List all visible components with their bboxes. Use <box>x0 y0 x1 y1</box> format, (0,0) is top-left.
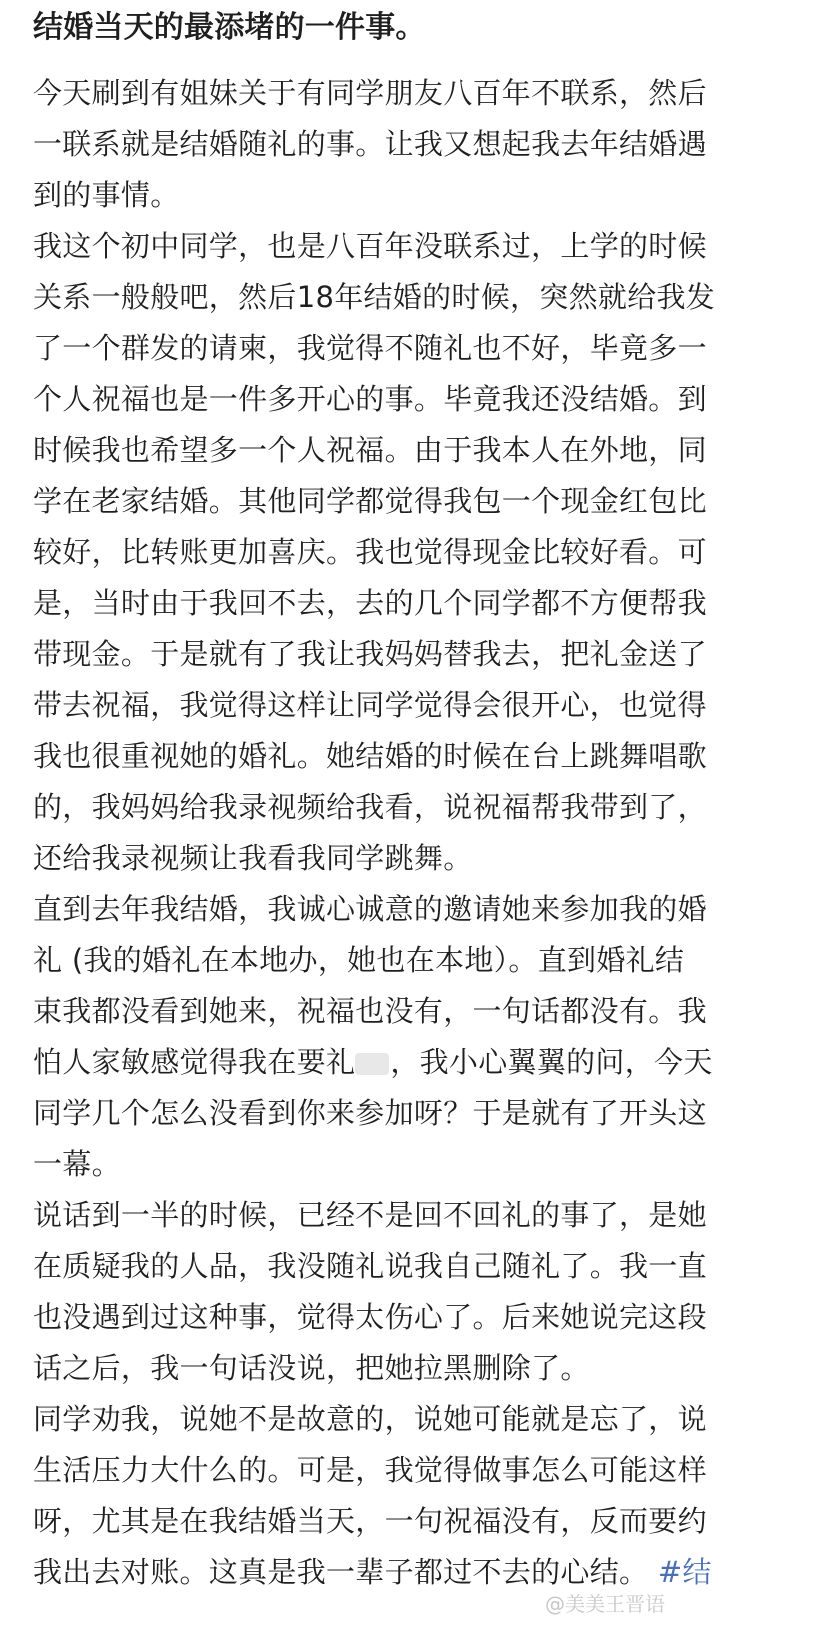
paragraph-5 <box>33 1394 796 1598</box>
text-line: 较好，比转账更加喜庆。我也觉得现金比较好看。可 <box>33 535 707 569</box>
watermark-text: @美美王晋语 <box>545 1592 665 1616</box>
text-line: 礼 (我的婚礼在本地办，她也在本地）。直到婚礼结 <box>33 943 685 977</box>
post-title: 结婚当天的最添堵的一件事。 <box>33 10 426 45</box>
text-line: 同学几个怎么没看到你来参加呀？于是就有了开头这 <box>33 1096 707 1130</box>
watermark-badge-icon <box>355 1053 389 1075</box>
text-line: 是，当时由于我回不去，去的几个同学都不方便帮我 <box>33 586 707 620</box>
text-line: 的，我妈妈给我录视频给我看，说祝福帮我带到了， <box>33 790 707 824</box>
text-fragment: 怕人家敏感觉得我在要礼 <box>33 1045 356 1079</box>
text-line: 学在老家结婚。其他同学都觉得我包一个现金红包比 <box>33 484 707 518</box>
text-line: 我也很重视她的婚礼。她结婚的时候在台上跳舞唱歌 <box>33 739 707 773</box>
text-line: 说话到一半的时候，已经不是回不回礼的事了，是她 <box>33 1198 707 1232</box>
text-line: 带现金。于是就有了我让我妈妈替我去，把礼金送了 <box>33 637 707 671</box>
text-line: 到的事情。 <box>33 178 180 212</box>
text-line: 呀，尤其是在我结婚当天，一句祝福没有，反而要约 <box>33 1504 707 1538</box>
text-fragment: 我出去对账。这真是我一辈子都过不去的心结。 <box>33 1555 649 1589</box>
text-line: 在质疑我的人品，我没随礼说我自己随礼了。我一直 <box>33 1249 707 1283</box>
hashtag-link[interactable]: #结 <box>657 1555 712 1589</box>
text-line: 我这个初中同学，也是八百年没联系过，上学的时候 <box>33 229 707 263</box>
text-line: 也没遇到过这种事，觉得太伤心了。后来她说完这段 <box>33 1300 707 1334</box>
text-line-with-watermark <box>33 1037 796 1088</box>
text-line: 了一个群发的请柬，我觉得不随礼也不好，毕竟多一 <box>33 331 707 365</box>
text-line: 一联系就是结婚随礼的事。让我又想起我去年结婚遇 <box>33 127 707 161</box>
text-line: 束我都没看到她来，祝福也没有，一句话都没有。我 <box>33 994 707 1028</box>
paragraph-4 <box>33 1190 796 1394</box>
paragraph-1 <box>33 68 796 221</box>
text-line: 话之后，我一句话没说，把她拉黑删除了。 <box>33 1351 590 1385</box>
post-body <box>33 68 796 1598</box>
text-line: 今天刷到有姐妹关于有同学朋友八百年不联系，然后 <box>33 76 707 110</box>
text-line: 带去祝福，我觉得这样让同学觉得会很开心，也觉得 <box>33 688 707 722</box>
text-line: 关系一般般吧，然后18年结婚的时候，突然就给我发 <box>33 280 716 314</box>
text-line: 生活压力大什么的。可是，我觉得做事怎么可能这样 <box>33 1453 707 1487</box>
paragraph-3 <box>33 884 796 1190</box>
text-line: 还给我录视频让我看我同学跳舞。 <box>33 841 473 875</box>
text-line: 直到去年我结婚，我诚心诚意的邀请她来参加我的婚 <box>33 892 707 926</box>
text-line: 一幕。 <box>33 1147 121 1181</box>
text-line-with-hashtag <box>33 1547 796 1598</box>
text-line: 同学劝我，说她不是故意的，说她可能就是忘了，说 <box>33 1402 707 1436</box>
paragraph-2 <box>33 221 796 884</box>
text-fragment: ，我小心翼翼的问，今天 <box>390 1045 713 1079</box>
text-line: 时候我也希望多一个人祝福。由于我本人在外地，同 <box>33 433 707 467</box>
text-line: 个人祝福也是一件多开心的事。毕竟我还没结婚。到 <box>33 382 707 416</box>
